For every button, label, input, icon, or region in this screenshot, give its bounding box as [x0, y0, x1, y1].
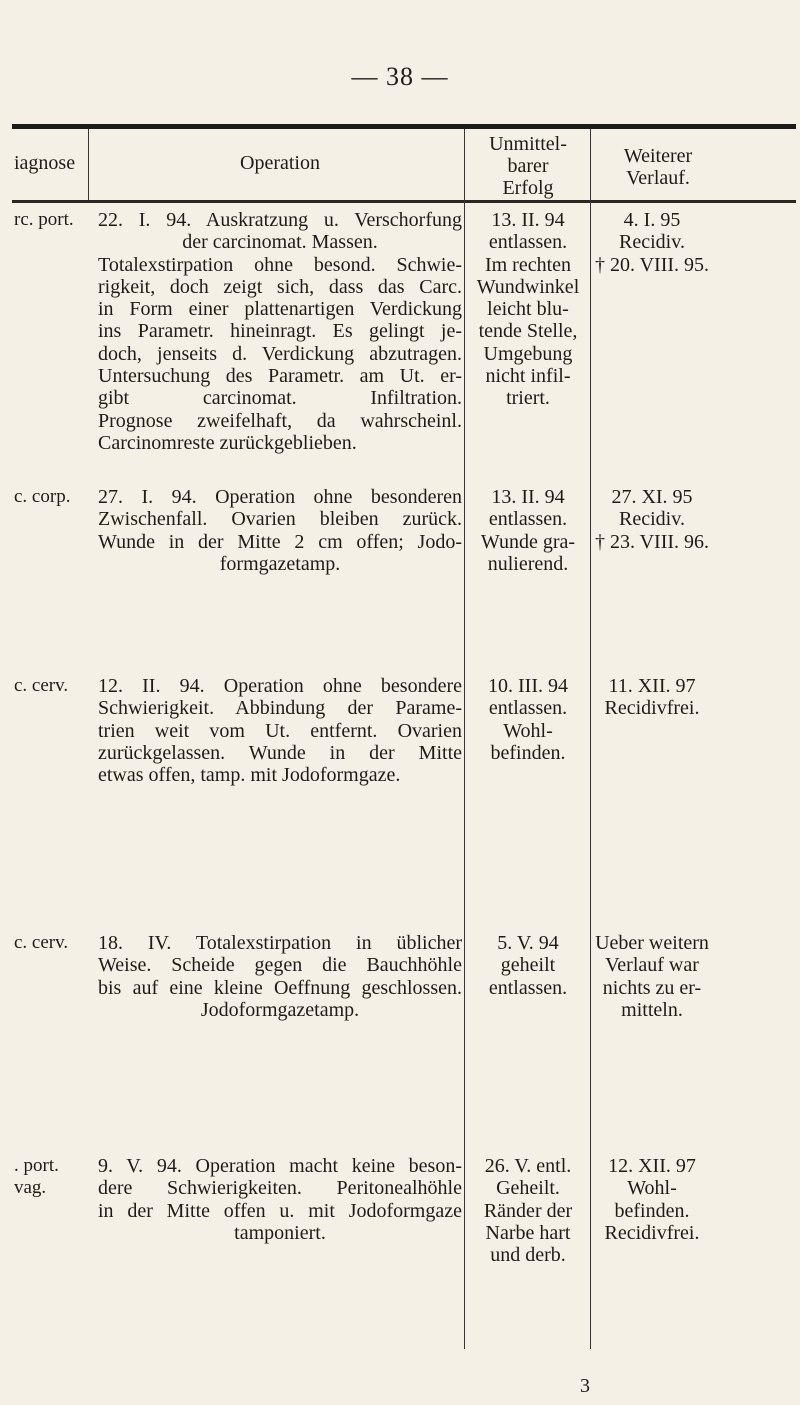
verlauf-cell-line: befinden. [614, 1199, 690, 1222]
erfolg-cell-line: entlassen. [488, 231, 568, 254]
diagnose-cell-line: c. cerv. [14, 675, 69, 696]
header-erfolg [466, 133, 590, 199]
diagnose-cell [14, 209, 86, 231]
erfolg-cell-line: 10. III. 94 [488, 675, 568, 697]
erfolg-cell-line: Im rechten [484, 253, 572, 276]
column-divider [464, 129, 465, 1349]
erfolg-cell-line: triert. [506, 387, 550, 410]
verlauf-cell-line: 12. XII. 97 [608, 1155, 696, 1177]
erfolg-cell-line: entlassen. [488, 976, 568, 999]
operation-cell-line: tamponiert. [234, 1221, 326, 1244]
header-diagnose-label: iagnose [14, 152, 76, 174]
operation-cell-line: 22. I. 94. Auskratzung u. Verschorfung [98, 209, 462, 231]
erfolg-cell-line: Narbe hart [485, 1221, 571, 1244]
header-erfolg-line: Unmittel- [489, 133, 567, 155]
header-diagnose [14, 152, 88, 174]
verlauf-cell-line: Wohl- [627, 1177, 677, 1200]
operation-cell-line: Untersuchung des Parametr. am Ut. er- [98, 365, 462, 388]
verlauf-cell-line: † 23. VIII. 96. [594, 530, 710, 553]
column-divider [590, 129, 591, 1349]
operation-cell-line: bis auf eine kleine Oeffnung geschlossen. [98, 976, 462, 999]
erfolg-cell-line: nulierend. [487, 552, 569, 575]
operation-cell [98, 486, 462, 575]
footer-number: 3 [580, 1375, 590, 1397]
diagnose-cell-line: rc. port. [14, 209, 74, 230]
erfolg-cell-line: Ränder der [483, 1199, 573, 1222]
erfolg-cell-line: und derb. [490, 1244, 566, 1267]
page-number: — 38 — [351, 62, 449, 91]
verlauf-cell-line: Ueber weitern [595, 932, 709, 954]
verlauf-cell-line: 11. XII. 97 [608, 675, 696, 697]
erfolg-cell [466, 932, 590, 999]
verlauf-cell-line: Recidiv. [619, 231, 685, 254]
erfolg-cell [466, 209, 590, 410]
verlauf-cell-line: mitteln. [621, 998, 683, 1021]
operation-cell-line: doch, jenseits d. Verdickung abzutragen. [98, 342, 462, 365]
diagnose-cell-line: c. corp. [14, 486, 71, 507]
operation-cell-line: gibt carcinomat. Infiltration. [98, 387, 462, 410]
operation-cell-line: in der Mitte offen u. mit Jodoformgaze [98, 1199, 462, 1222]
erfolg-cell-line: 13. II. 94 [491, 209, 565, 231]
erfolg-cell [466, 1155, 590, 1266]
erfolg-cell-line: 26. V. entl. [484, 1155, 572, 1177]
header-verlauf-line: Verlauf. [626, 167, 690, 189]
operation-cell-line: 18. IV. Totalexstirpation in üblicher [98, 932, 462, 954]
erfolg-cell-line: tende Stelle, [478, 320, 578, 343]
operation-cell-line: der carcinomat. Massen. [182, 231, 378, 254]
erfolg-cell-line: Wundwinkel [476, 275, 580, 298]
header-erfolg-line: Erfolg [502, 177, 554, 199]
operation-cell-line: Carcinomreste zurückgeblieben. [98, 431, 357, 454]
diagnose-cell [14, 1155, 86, 1200]
diagnose-cell-line: . port. [14, 1155, 59, 1176]
erfolg-cell-line: Geheilt. [496, 1177, 560, 1200]
verlauf-cell-line: Recidivfrei. [604, 1221, 700, 1244]
operation-cell-line: Jodoformgazetamp. [200, 998, 360, 1021]
operation-cell-line: 9. V. 94. Operation macht keine beson- [98, 1155, 462, 1177]
operation-cell [98, 209, 462, 454]
erfolg-cell-line: befinden. [490, 741, 566, 764]
operation-cell [98, 675, 462, 786]
operation-cell-line: ins Parametr. hineinragt. Es gelingt je- [98, 320, 462, 343]
header-erfolg-line: barer [507, 155, 549, 177]
operation-cell [98, 1155, 462, 1244]
operation-cell-line: zurückgelassen. Wunde in der Mitte [98, 741, 462, 764]
operation-cell-line: dere Schwierigkeiten. Peritonealhöhle [98, 1177, 462, 1200]
erfolg-cell-line: entlassen. [488, 508, 568, 531]
operation-cell-line: in Form einer plattenartigen Verdickung [98, 298, 462, 321]
operation-cell [98, 932, 462, 1021]
operation-cell-line: Zwischenfall. Ovarien bleiben zurück. [98, 508, 462, 531]
verlauf-cell-line: Verlauf war [605, 954, 699, 977]
verlauf-cell-line: Recidivfrei. [604, 697, 700, 720]
verlauf-cell-line: nichts zu er- [602, 976, 702, 999]
operation-cell-line: Totalexstirpation ohne besond. Schwie- [98, 253, 462, 276]
diagnose-cell-line: vag. [14, 1177, 47, 1199]
erfolg-cell [466, 486, 590, 575]
header-bottom-rule [12, 200, 796, 203]
verlauf-cell [592, 486, 712, 553]
operation-cell-line: Schwierigkeit. Abbindung der Parame- [98, 697, 462, 720]
verlauf-cell [592, 675, 712, 720]
table-top-rule [12, 124, 796, 129]
header-verlauf-line: Weiterer [623, 145, 693, 167]
erfolg-cell [466, 675, 590, 764]
erfolg-cell-line: 5. V. 94 [497, 932, 559, 954]
column-divider [88, 129, 89, 200]
erfolg-cell-line: 13. II. 94 [491, 486, 565, 508]
erfolg-cell-line: Wohl- [503, 719, 553, 742]
diagnose-cell [14, 932, 86, 954]
operation-cell-line: 12. II. 94. Operation ohne besondere [98, 675, 462, 697]
verlauf-cell-line: Recidiv. [619, 508, 685, 531]
erfolg-cell-line: entlassen. [488, 697, 568, 720]
operation-cell-line: formgazetamp. [219, 552, 341, 575]
header-verlauf [592, 145, 724, 189]
verlauf-cell [592, 932, 712, 1021]
operation-cell-line: Weise. Scheide gegen die Bauchhöhle [98, 954, 462, 977]
operation-cell-line: rigkeit, doch zeigt sich, dass das Carc. [98, 275, 462, 298]
operation-cell-line: Prognose zweifelhaft, da wahrscheinl. [98, 409, 462, 432]
verlauf-cell [592, 1155, 712, 1244]
operation-cell-line: Wunde in der Mitte 2 cm offen; Jodo- [98, 530, 462, 553]
verlauf-cell-line: 4. I. 95 [623, 209, 681, 231]
operation-cell-line: 27. I. 94. Operation ohne besonderen [98, 486, 462, 508]
erfolg-cell-line: Wunde gra- [480, 530, 576, 553]
diagnose-cell [14, 675, 86, 697]
verlauf-cell-line: 27. XI. 95 [611, 486, 693, 508]
verlauf-cell [592, 209, 712, 276]
diagnose-cell-line: c. cerv. [14, 932, 69, 953]
operation-cell-line: trien weit vom Ut. entfernt. Ovarien [98, 719, 462, 742]
erfolg-cell-line: nicht infil- [485, 365, 571, 388]
verlauf-cell-line: † 20. VIII. 95. [594, 253, 710, 276]
operation-cell-line: etwas offen, tamp. mit Jodoformgaze. [98, 764, 401, 787]
header-operation [98, 152, 462, 174]
header-operation-label: Operation [240, 152, 320, 174]
diagnose-cell [14, 486, 86, 508]
erfolg-cell-line: geheilt [500, 954, 556, 977]
erfolg-cell-line: Umgebung [483, 342, 573, 365]
erfolg-cell-line: leicht blu- [487, 298, 569, 321]
